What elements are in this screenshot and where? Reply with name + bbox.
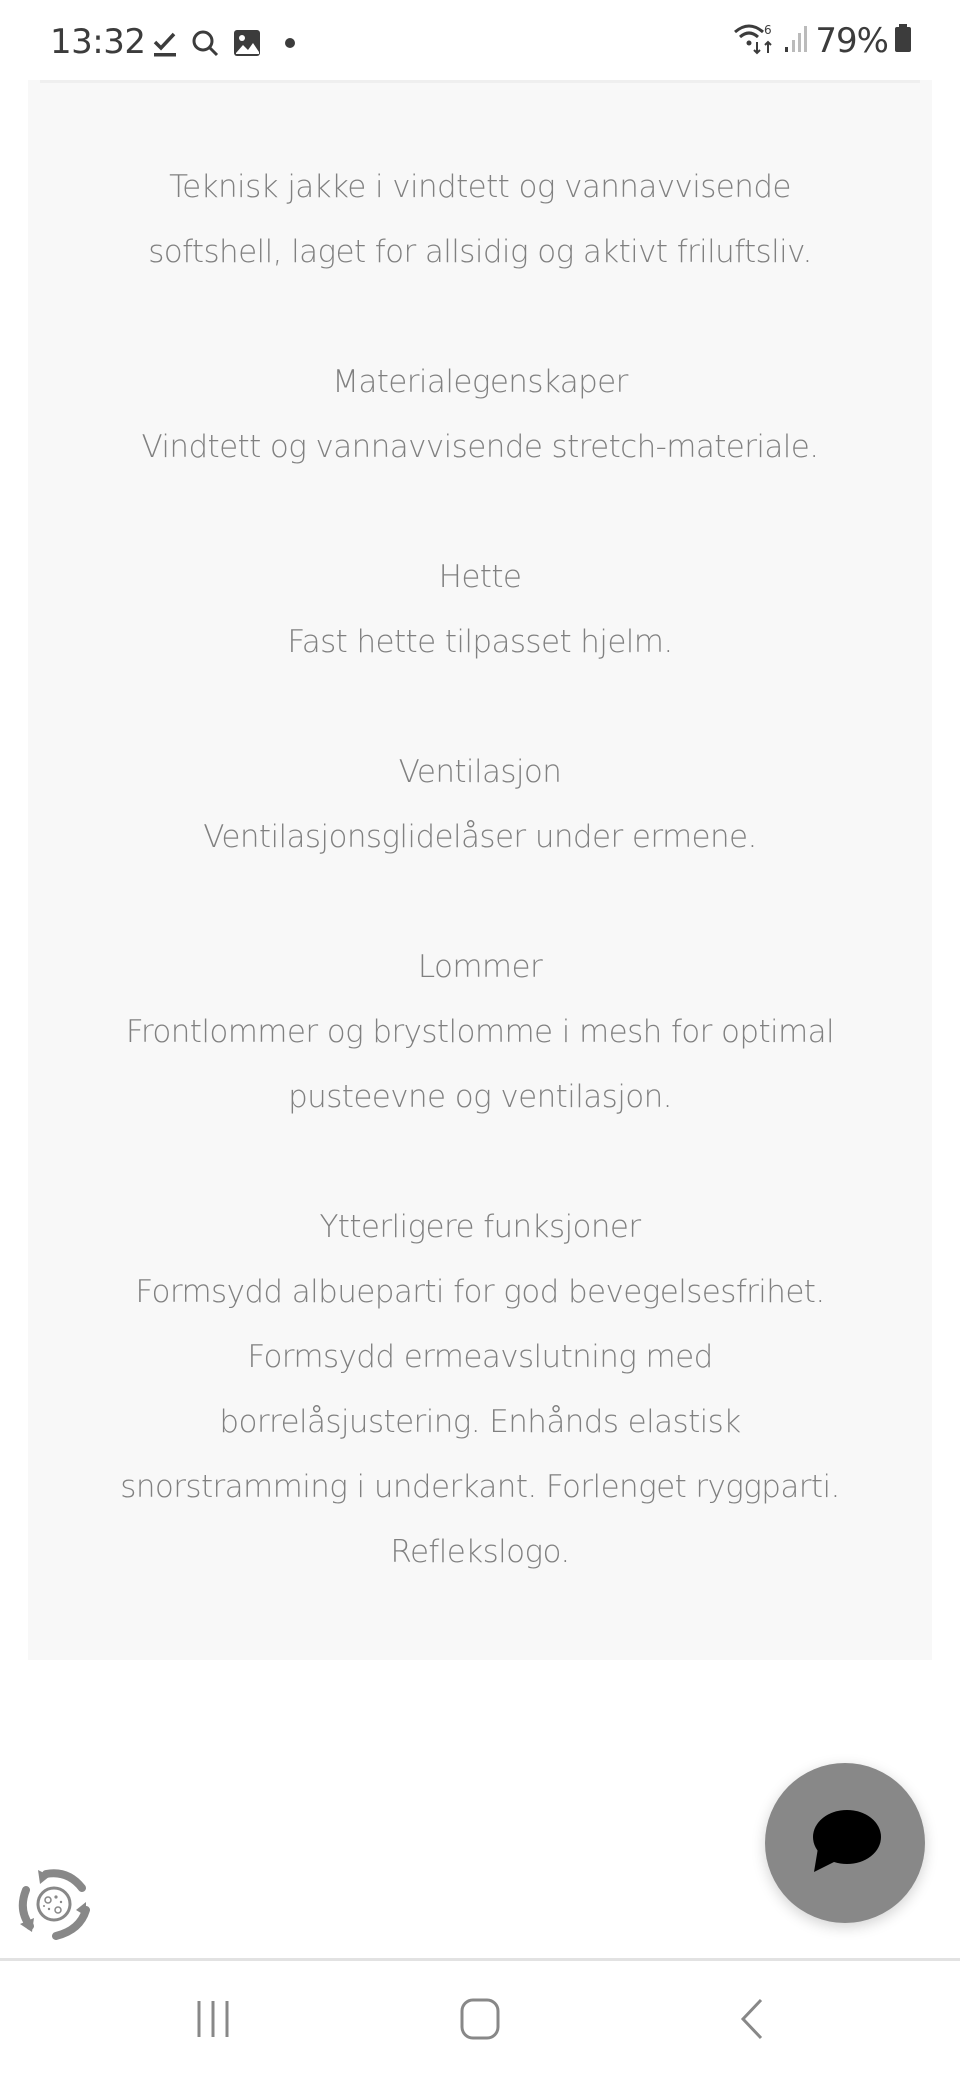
status-right-group (733, 20, 912, 61)
intro-paragraph (28, 155, 932, 285)
status-time: 13:32 (50, 22, 146, 62)
gallery-icon (232, 28, 262, 58)
section-text: Formsydd ermeavslutning med (247, 1339, 713, 1375)
product-description (28, 155, 932, 1650)
section-ventilation (28, 740, 932, 870)
battery-icon (894, 23, 912, 58)
section-text: pusteevne og ventilasjon. (288, 1079, 672, 1115)
system-nav-bar (0, 1958, 960, 2080)
chat-bubble-icon (808, 1808, 882, 1879)
section-hood (28, 545, 932, 675)
back-button[interactable] (722, 1991, 782, 2051)
section-heading: Hette (438, 559, 522, 595)
download-done-icon (150, 28, 180, 58)
section-text: Vindtett og vannavvisende stretch-materiale. (141, 429, 819, 465)
section-heading: Ventilasjon (398, 754, 562, 790)
section-heading: Materialegenskaper (332, 364, 628, 400)
cookie-settings-icon (16, 1927, 90, 1944)
section-text: Reflekslogo. (390, 1534, 570, 1570)
battery-percent: 79% (815, 20, 888, 61)
search-icon (190, 28, 220, 58)
section-additional-features (28, 1195, 932, 1585)
section-text: snorstramming i underkant. Forlenget ryggparti. (120, 1469, 840, 1505)
section-text: Frontlommer og brystlomme i mesh for optimal (125, 1014, 835, 1050)
recent-apps-button[interactable] (183, 1991, 243, 2051)
section-pockets (28, 935, 932, 1130)
intro-line: Teknisk jakke i vindtett og vannavvisende (169, 169, 791, 205)
section-text: Formsydd albueparti for god bevegelsesfrihet. (135, 1274, 825, 1310)
section-text: Ventilasjonsglidelåser under ermene. (203, 819, 757, 855)
signal-icon (783, 23, 809, 58)
intro-line: softshell, laget for allsidig og aktivt friluftsliv. (148, 234, 812, 270)
home-icon (458, 1997, 502, 2046)
section-heading: Ytterligere funksjoner (319, 1209, 641, 1245)
notification-dot-icon (284, 36, 296, 48)
wifi-6-icon (733, 20, 777, 61)
chat-button[interactable] (765, 1763, 925, 1923)
section-text: Fast hette tilpasset hjelm. (287, 624, 673, 660)
panel-divider (40, 80, 920, 83)
section-heading: Lommer (417, 949, 543, 985)
section-text: borrelåsjustering. Enhånds elastisk (219, 1404, 741, 1440)
svg-text:6: 6 (764, 23, 773, 37)
section-materials (28, 350, 932, 480)
cookie-settings-button[interactable] (16, 1866, 90, 1940)
status-bar (0, 0, 960, 80)
partial-heading (170, 1924, 650, 1960)
back-icon (737, 1997, 767, 2046)
recent-apps-icon (193, 1998, 233, 2045)
home-button[interactable] (450, 1991, 510, 2051)
